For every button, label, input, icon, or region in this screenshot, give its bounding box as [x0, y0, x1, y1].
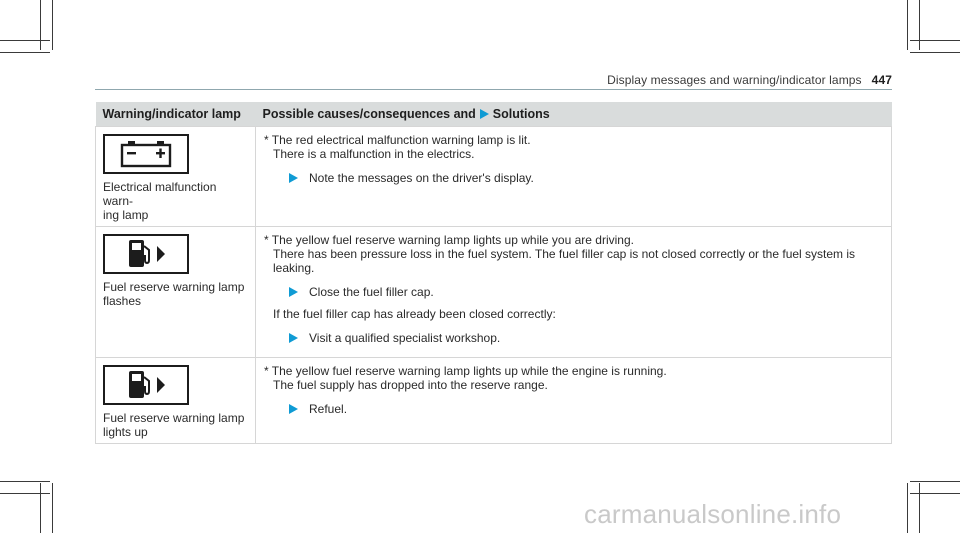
- lamp-label: [103, 411, 249, 439]
- solution-step-text: Visit a qualified specialist workshop.: [309, 331, 501, 345]
- lamp-label-text: Fuel reserve warning lamp lights up: [103, 411, 245, 439]
- battery-icon: [103, 134, 189, 174]
- solution-step-text: Refuel.: [309, 402, 348, 416]
- crop-mark: [52, 0, 53, 50]
- column-header-lamp: Warning/indicator lamp: [96, 102, 256, 127]
- crop-mark: [907, 0, 908, 50]
- crop-mark: [40, 483, 41, 533]
- solution-step: [289, 331, 881, 345]
- solution-arrow-icon: [480, 109, 489, 119]
- solution-arrow-icon: [289, 173, 298, 183]
- crop-mark: [0, 481, 50, 482]
- lamp-label: [103, 280, 249, 308]
- table-row: [96, 127, 892, 227]
- crop-mark: [40, 0, 41, 50]
- lamp-cell: [96, 127, 256, 227]
- crop-mark: [919, 0, 920, 50]
- cause-text: * The yellow fuel reserve warning lamp lights up while the engine is running.: [264, 364, 667, 378]
- crop-mark: [910, 481, 960, 482]
- lamp-label-text: Electrical malfunction warn- ing lamp: [103, 180, 217, 222]
- lamp-cell: [96, 227, 256, 358]
- crop-mark: [52, 483, 53, 533]
- solution-arrow-icon: [289, 287, 298, 297]
- solution-arrow-icon: [289, 404, 298, 414]
- running-head: [607, 73, 892, 87]
- condition-text: If the fuel filler cap has already been closed correctly:: [273, 307, 556, 321]
- cause-detail-text: The fuel supply has dropped into the reserve range.: [273, 378, 548, 392]
- fuel-pump-icon: [103, 365, 189, 405]
- crop-mark: [907, 483, 908, 533]
- crop-mark: [910, 40, 960, 41]
- column-header-solutions-label: Solutions: [492, 107, 550, 121]
- table-header-row: [96, 102, 892, 127]
- running-head-title: Display messages and warning/indicator lamps: [607, 73, 862, 87]
- cause-cell: [256, 127, 892, 227]
- watermark: carmanualsonline.info: [584, 499, 842, 529]
- cause-cell: [256, 358, 892, 444]
- cause-text: * The red electrical malfunction warning lamp is lit.: [264, 133, 531, 147]
- column-header-causes: [256, 102, 892, 127]
- crop-mark: [0, 40, 50, 41]
- warning-lamp-table: [95, 102, 892, 444]
- fuel-pump-icon: [103, 234, 189, 274]
- cause-cell: [256, 227, 892, 358]
- solution-step: [289, 402, 881, 416]
- crop-mark: [910, 52, 960, 53]
- column-header-causes-label: Possible causes/consequences and: [262, 107, 476, 121]
- solution-arrow-icon: [289, 333, 298, 343]
- crop-mark: [919, 483, 920, 533]
- table-row: [96, 227, 892, 358]
- crop-mark: [0, 52, 50, 53]
- solution-step: [289, 171, 881, 185]
- cause-detail-text: There has been pressure loss in the fuel system. The fuel filler cap is not closed correctly or the fuel system is leaking.: [273, 247, 856, 275]
- table-row: [96, 358, 892, 444]
- crop-mark: [910, 493, 960, 494]
- page-number: 447: [871, 73, 892, 87]
- header-rule: [95, 89, 892, 90]
- cause-detail-text: There is a malfunction in the electrics.: [273, 147, 475, 161]
- cause-text: * The yellow fuel reserve warning lamp lights up while you are driving.: [264, 233, 634, 247]
- solution-step-text: Close the fuel filler cap.: [309, 285, 434, 299]
- solution-step-text: Note the messages on the driver's display.: [309, 171, 534, 185]
- crop-mark: [0, 493, 50, 494]
- lamp-label: [103, 180, 249, 222]
- lamp-cell: [96, 358, 256, 444]
- lamp-label-text: Fuel reserve warning lamp flashes: [103, 280, 245, 308]
- solution-step: [289, 285, 881, 299]
